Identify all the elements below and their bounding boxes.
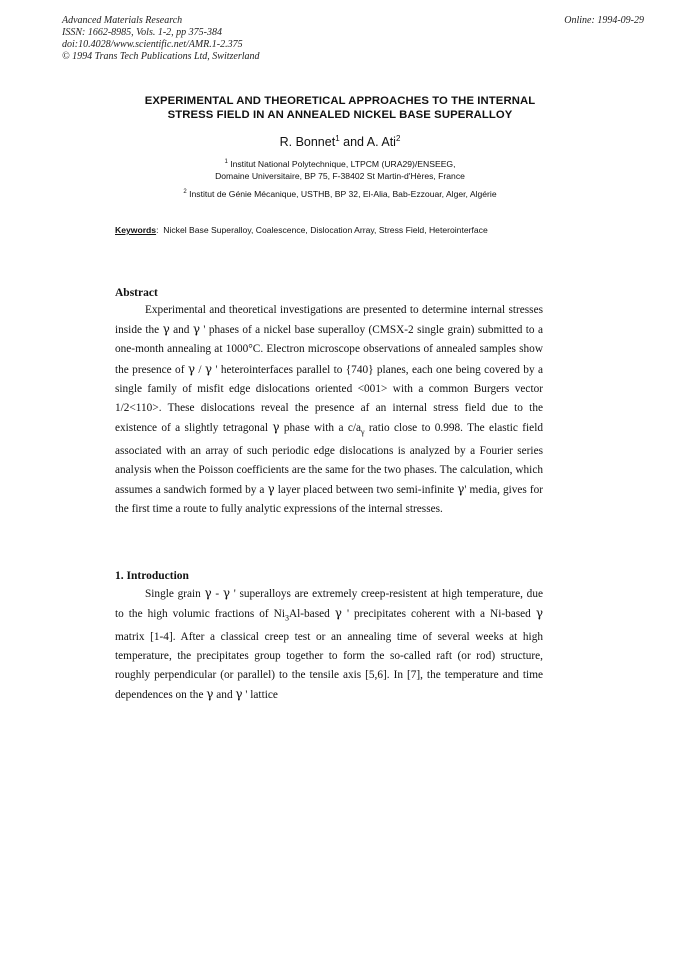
affiliation-1 [100, 156, 580, 182]
journal-metadata [62, 15, 260, 63]
affiliation-1-line-1: Institut National Polytechnique, LTPCM (URA29)/ENSEEG, [230, 158, 456, 169]
introduction-body: Single grain γ - γ ' superalloys are extremely creep-resistent at high temperature, due to the high volumic fractions of $Ni_3Al$-based γ ' precipitates coherent with a Ni-based γ matrix [1-4]. After a classical creep test or an annealing time of several weeks at high temperature, the precipitates group together to form the so-called raft (or rod) structure, roughly perpendicular (or parallel) to the tensile axis [5,6]. In [7], the temperature and time dependences on the γ and γ ' lattice [115, 586, 544, 702]
gamma-symbol: γ [162, 322, 170, 337]
doi-line: doi:10.4028/www.scientific.net/AMR.1-2.375 [62, 39, 243, 50]
author-2: A. Ati [366, 135, 396, 150]
keywords: Keywords: Nickel Base Superalloy, Coalescence, Dislocation Array, Stress Field, Heterointerface [115, 225, 488, 235]
online-date: Online: 1994-09-29 [564, 15, 644, 26]
gamma-symbol: γ [272, 420, 280, 435]
gamma-symbol: γ [187, 361, 196, 376]
author-separator: and [339, 135, 367, 150]
affiliation-1-mark: 1 [224, 159, 228, 165]
title-line-1: EXPERIMENTAL AND THEORETICAL APPROACHES TO THE INTERNAL [144, 95, 536, 107]
gamma-symbol: γ [222, 586, 231, 600]
gamma-symbol: γ [535, 606, 544, 621]
gamma-symbol: γ [334, 606, 342, 621]
keywords-text: Nickel Base Superalloy, Coalescence, Dislocation Array, Stress Field, Heterointerface [163, 225, 488, 235]
keywords-label: Keywords [115, 225, 157, 235]
issn-line: ISSN: 1662-8985, Vols. 1-2, pp 375-384 [62, 27, 222, 38]
author-2-affil-mark: 2 [395, 134, 401, 143]
title-line-2: STRESS FIELD IN AN ANNEALED NICKEL BASE SUPERALLOY [167, 109, 513, 121]
gamma-symbol: γ [192, 322, 201, 337]
author-list [100, 134, 580, 149]
affiliation-1-line-2: Domaine Universitaire, BP 75, F-38402 St Martin-d'Hères, France [215, 170, 465, 181]
affiliation-2 [100, 186, 580, 200]
paper-title [100, 94, 580, 122]
author-1: R. Bonnet [279, 135, 336, 150]
gamma-symbol: γ [206, 687, 214, 702]
abstract-heading: Abstract [115, 287, 158, 299]
gamma-symbol: γ [457, 482, 465, 497]
author-1-affil-mark: 1 [335, 134, 340, 143]
abstract-body: Experimental and theoretical investigations are presented to determine internal stresses inside the γ and γ ' phases of a nickel base superalloy (CMSX-2 single grain) submitted to a one-month annealing at 1000°C. Electron microscope observations of annealed samples show the presence of γ / γ ' heterointerfaces parallel to {740} planes, each one being covered by a single family of misfit edge dislocations oriented <001> with a common Burgers vector 1/2<110>. These dislocations reveal the presence af an internal stress field due to the existence of a slightly tetragonal γ phase with a $c/a_\gamma$ ratio close to 0.998. The elastic field associated with an array of such periodic edge dislocations is analyzed by a Fourier series analysis when the Poisson coefficients are the same for the two phases. The calculation, which assumes a sandwich formed by a γ layer placed between two semi-infinite γ' media, gives for the first time a route to fully analytic expressions of the internal stresses. [115, 304, 543, 516]
journal-name: Advanced Materials Research [62, 15, 183, 26]
gamma-symbol: γ [267, 482, 275, 497]
gamma-symbol: γ [235, 687, 243, 702]
gamma-symbol: γ [204, 361, 213, 376]
introduction-heading: 1. Introduction [115, 570, 189, 582]
affiliation-2-line-1: Institut de Génie Mécanique, USTHB, BP 32, El-Alia, Bab-Ezzouar, Alger, Algérie [189, 188, 497, 199]
copyright-line: © 1994 Trans Tech Publications Ltd, Switzerland [62, 51, 260, 62]
affiliation-2-mark: 2 [183, 189, 187, 195]
gamma-symbol: γ [204, 586, 212, 600]
